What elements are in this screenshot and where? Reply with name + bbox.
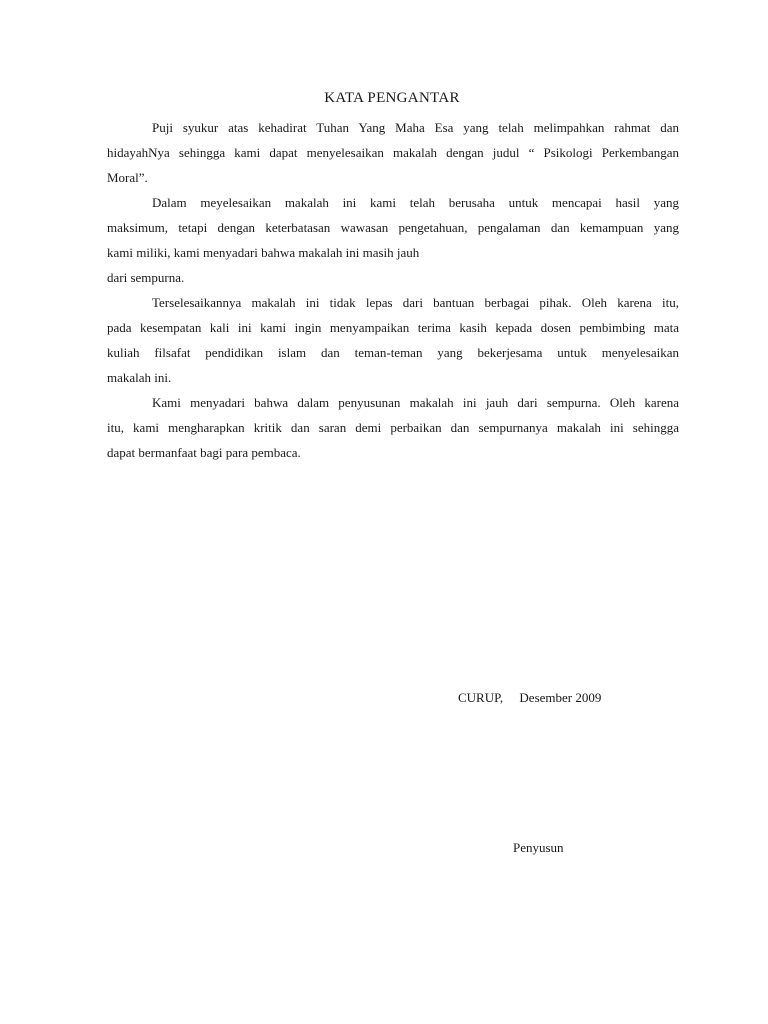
document-body: [107, 115, 679, 465]
paragraph-3-line-4: makalah ini.: [107, 370, 172, 385]
paragraph-1: [107, 115, 679, 190]
paragraph-4-line-3: dapat bermanfaat bagi para pembaca.: [107, 445, 301, 460]
place-date: CURUP, Desember 2009: [458, 690, 602, 705]
paragraph-1-line-3: Moral”.: [107, 170, 148, 185]
paragraph-1-line-1: Puji syukur atas kehadirat Tuhan Yang Maha Esa yang telah melimpahkan rahmat dan: [152, 120, 679, 135]
paragraph-3-line-2: pada kesempatan kali ini kami ingin menyampaikan terima kasih kepada dosen pembimbing mata: [107, 320, 679, 335]
paragraph-2-line-2: maksimum, tetapi dengan keterbatasan wawasan pengetahuan, pengalaman dan kemampuan yang: [107, 220, 679, 235]
signer-label: Penyusun: [513, 840, 564, 855]
paragraph-2-line-3: kami miliki, kami menyadari bahwa makalah ini masih jauh: [107, 245, 420, 260]
paragraph-2-line-1: Dalam meyelesaikan makalah ini kami telah berusaha untuk mencapai hasil yang: [152, 195, 679, 210]
paragraph-3-line-1: Terselesaikannya makalah ini tidak lepas dari bantuan berbagai pihak. Oleh karena itu,: [152, 295, 679, 310]
paragraph-4: [107, 390, 679, 465]
paragraph-2-line-4: dari sempurna.: [107, 270, 185, 285]
paragraph-4-line-2: itu, kami mengharapkan kritik dan saran demi perbaikan dan sempurnanya makalah ini sehingga: [107, 420, 679, 435]
paragraph-3-line-3: kuliah filsafat pendidikan islam dan teman-teman yang bekerjesama untuk menyelesaikan: [107, 345, 679, 360]
page-title: KATA PENGANTAR: [324, 90, 460, 106]
paragraph-3: [107, 290, 679, 390]
paragraph-2: [107, 190, 679, 290]
paragraph-4-line-1: Kami menyadari bahwa dalam penyusunan makalah ini jauh dari sempurna. Oleh karena: [152, 395, 679, 410]
paragraph-1-line-2: hidayahNya sehingga kami dapat menyelesaikan makalah dengan judul “ Psikologi Perkembangan: [107, 145, 679, 160]
